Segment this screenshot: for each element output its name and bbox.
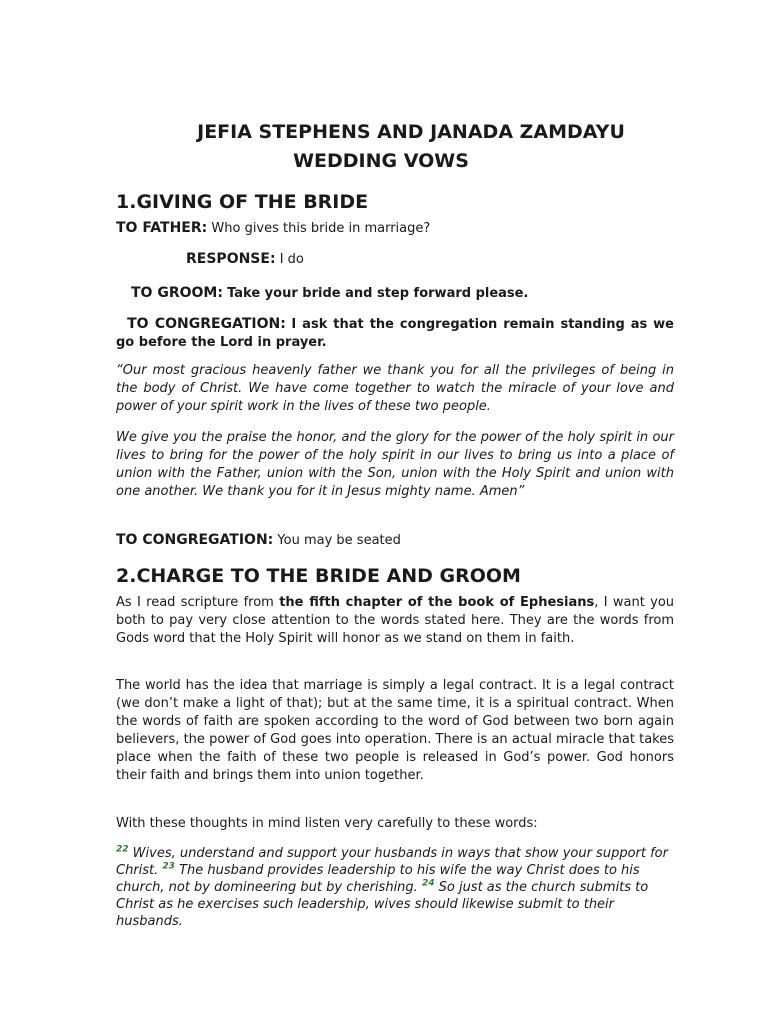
charge-paragraph-1 — [116, 594, 674, 648]
verse-24-text: So just as the church submits to Christ as he exercises such leadership, wives should likewise submit to their husbands. — [116, 880, 649, 929]
section-1-heading: 1.GIVING OF THE BRIDE — [116, 191, 369, 213]
to-groom-line — [131, 284, 674, 303]
charge-paragraph-3: With these thoughts in mind listen very carefully to these words: — [116, 816, 538, 831]
section-2-heading: 2.CHARGE TO THE BRIDE AND GROOM — [116, 565, 521, 587]
seated-text: You may be seated — [277, 533, 401, 548]
response-label: RESPONSE: — [186, 251, 276, 267]
verse-23-text: The husband provides leadership to his wife the way Christ does to his church, not by domineering but by cherishing. — [116, 863, 640, 895]
prayer-paragraph-2: We give you the praise the honor, and the glory for the power of the holy spirit in our lives to bring for the power of the holy spirit in our lives to bring us into a place of union with the Father, union with the Son, union with the Holy Spirit and union with one another. We thank you for it in Jesus mighty name. Amen” — [116, 430, 674, 499]
document-title-line-1: JEFIA STEPHENS AND JANADA ZAMDAYU — [197, 121, 625, 143]
verse-22-number: 22 — [116, 844, 129, 855]
charge-p1-end: , I want you both to pay very close attention to the words stated here. They are the words from Gods word that the Holy Spirit will honor as we stand on them in faith. — [116, 595, 675, 646]
to-groom-text: Take your bride and step forward please. — [227, 286, 529, 301]
to-congregation-line — [116, 315, 674, 352]
response-line — [186, 250, 674, 269]
charge-p1-start: As I read scripture from — [116, 595, 280, 610]
response-text: I do — [279, 252, 304, 267]
charge-paragraph-2: The world has the idea that marriage is simply a legal contract. It is a legal contract (we don’t make a light of that); but at the same time, it is a spiritual contract. When the words of faith are spoken according to the word of God between two born again believers, the power of God goes into operation. There is an actual miracle that takes place when the faith of these two people is released in God’s power. God honors their faith and brings them into union together. — [116, 678, 674, 783]
verse-24-number: 24 — [421, 878, 435, 889]
verse-23-number: 23 — [162, 861, 175, 872]
prayer-paragraph-1: “Our most gracious heavenly father we thank you for all the privileges of being in the body of Christ. We have come together to watch the miracle of your love and power of your spirit work in the lives of these two people. — [116, 363, 674, 414]
to-father-label: TO FATHER: — [116, 220, 208, 236]
seated-label: TO CONGREGATION: — [116, 532, 274, 548]
scripture-passage — [116, 845, 674, 930]
to-congregation-text: I ask that the congregation remain standing as we go before the Lord in prayer. — [116, 317, 674, 350]
verse-22-text: Wives, understand and support your husbands in ways that show your support for Christ. — [116, 846, 668, 878]
to-father-text: Who gives this bride in marriage? — [211, 221, 431, 236]
to-congregation-label: TO CONGREGATION: — [127, 316, 286, 332]
document-title-line-2: WEDDING VOWS — [293, 150, 469, 172]
to-groom-label: TO GROOM: — [131, 285, 223, 301]
seated-line — [116, 531, 674, 550]
to-father-line — [116, 219, 674, 238]
charge-p1-bold: the fifth chapter of the book of Ephesians — [279, 595, 595, 610]
